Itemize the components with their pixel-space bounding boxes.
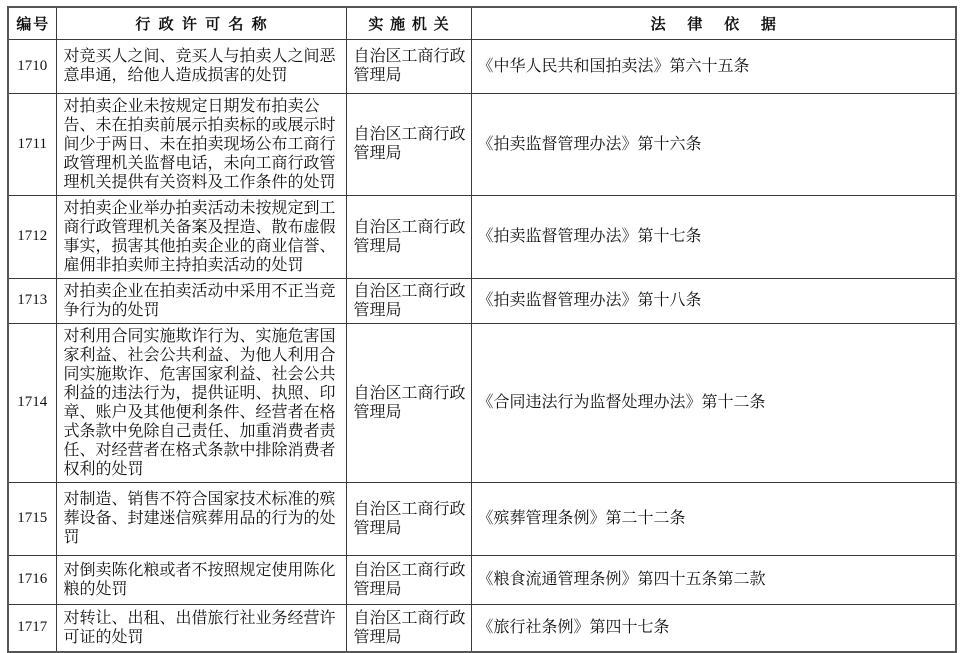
- table-row: [8, 39, 956, 93]
- header-permit-name: 行政许可名称: [56, 7, 346, 39]
- agency-cell: 自治区工商行政管理局: [346, 93, 471, 195]
- header-number: 编号: [8, 7, 56, 39]
- header-legal-basis: 法律依据: [471, 7, 956, 39]
- legal-basis-cell: 《粮食流通管理条例》第四十五条第二款: [471, 555, 956, 604]
- row-number-cell: 1716: [8, 555, 56, 604]
- agency-cell: 自治区工商行政管理局: [346, 482, 471, 555]
- table-row: [8, 93, 956, 195]
- row-number-cell: 1713: [8, 278, 56, 323]
- permit-name-cell: 对制造、销售不符合国家技术标准的殡葬设备、封建迷信殡葬用品的行为的处罚: [56, 482, 346, 555]
- row-number-cell: 1715: [8, 482, 56, 555]
- agency-cell: 自治区工商行政管理局: [346, 604, 471, 652]
- legal-basis-cell: 《中华人民共和国拍卖法》第六十五条: [471, 39, 956, 93]
- header-row: [8, 7, 956, 39]
- agency-cell: 自治区工商行政管理局: [346, 555, 471, 604]
- table-row: [8, 278, 956, 323]
- table-row: [8, 604, 956, 652]
- legal-basis-cell: 《拍卖监督管理办法》第十七条: [471, 195, 956, 278]
- row-number-cell: 1710: [8, 39, 56, 93]
- table-row: [8, 195, 956, 278]
- agency-cell: 自治区工商行政管理局: [346, 278, 471, 323]
- header-agency: 实施机关: [346, 7, 471, 39]
- legal-basis-cell: 《拍卖监督管理办法》第十六条: [471, 93, 956, 195]
- permits-table: [7, 6, 957, 653]
- permit-name-cell: 对倒卖陈化粮或者不按照规定使用陈化粮的处罚: [56, 555, 346, 604]
- table-header: [8, 7, 956, 39]
- agency-cell: 自治区工商行政管理局: [346, 39, 471, 93]
- table-row: [8, 555, 956, 604]
- permit-name-cell: 对拍卖企业举办拍卖活动未按规定到工商行政管理机关备案及捏造、散布虚假事实，损害其他拍卖企业的商业信誉、雇佣非拍卖师主持拍卖活动的处罚: [56, 195, 346, 278]
- row-number-cell: 1714: [8, 323, 56, 482]
- permit-name-cell: 对转让、出租、出借旅行社业务经营许可证的处罚: [56, 604, 346, 652]
- agency-cell: 自治区工商行政管理局: [346, 195, 471, 278]
- legal-basis-cell: 《旅行社条例》第四十七条: [471, 604, 956, 652]
- permit-name-cell: 对拍卖企业在拍卖活动中采用不正当竞争行为的处罚: [56, 278, 346, 323]
- row-number-cell: 1712: [8, 195, 56, 278]
- row-number-cell: 1711: [8, 93, 56, 195]
- permit-name-cell: 对竞买人之间、竞买人与拍卖人之间恶意串通，给他人造成损害的处罚: [56, 39, 346, 93]
- legal-basis-cell: 《合同违法行为监督处理办法》第十二条: [471, 323, 956, 482]
- permit-name-cell: 对拍卖企业未按规定日期发布拍卖公告、未在拍卖前展示拍卖标的或展示时间少于两日、未在拍卖现场公布工商行政管理机关监督电话，未向工商行政管理机关提供有关资料及工作条件的处罚: [56, 93, 346, 195]
- row-number-cell: 1717: [8, 604, 56, 652]
- agency-cell: 自治区工商行政管理局: [346, 323, 471, 482]
- legal-basis-cell: 《拍卖监督管理办法》第十八条: [471, 278, 956, 323]
- table-body: [8, 39, 956, 652]
- permit-name-cell: 对利用合同实施欺诈行为、实施危害国家利益、社会公共利益、为他人利用合同实施欺诈、危害国家利益、社会公共利益的违法行为，提供证明、执照、印章、账户及其他便利条件、经营者在格式条款中免除自己责任、加重消费者责任、对经营者在格式条款中排除消费者权利的处罚: [56, 323, 346, 482]
- table-row: [8, 323, 956, 482]
- table-row: [8, 482, 956, 555]
- legal-basis-cell: 《殡葬管理条例》第二十二条: [471, 482, 956, 555]
